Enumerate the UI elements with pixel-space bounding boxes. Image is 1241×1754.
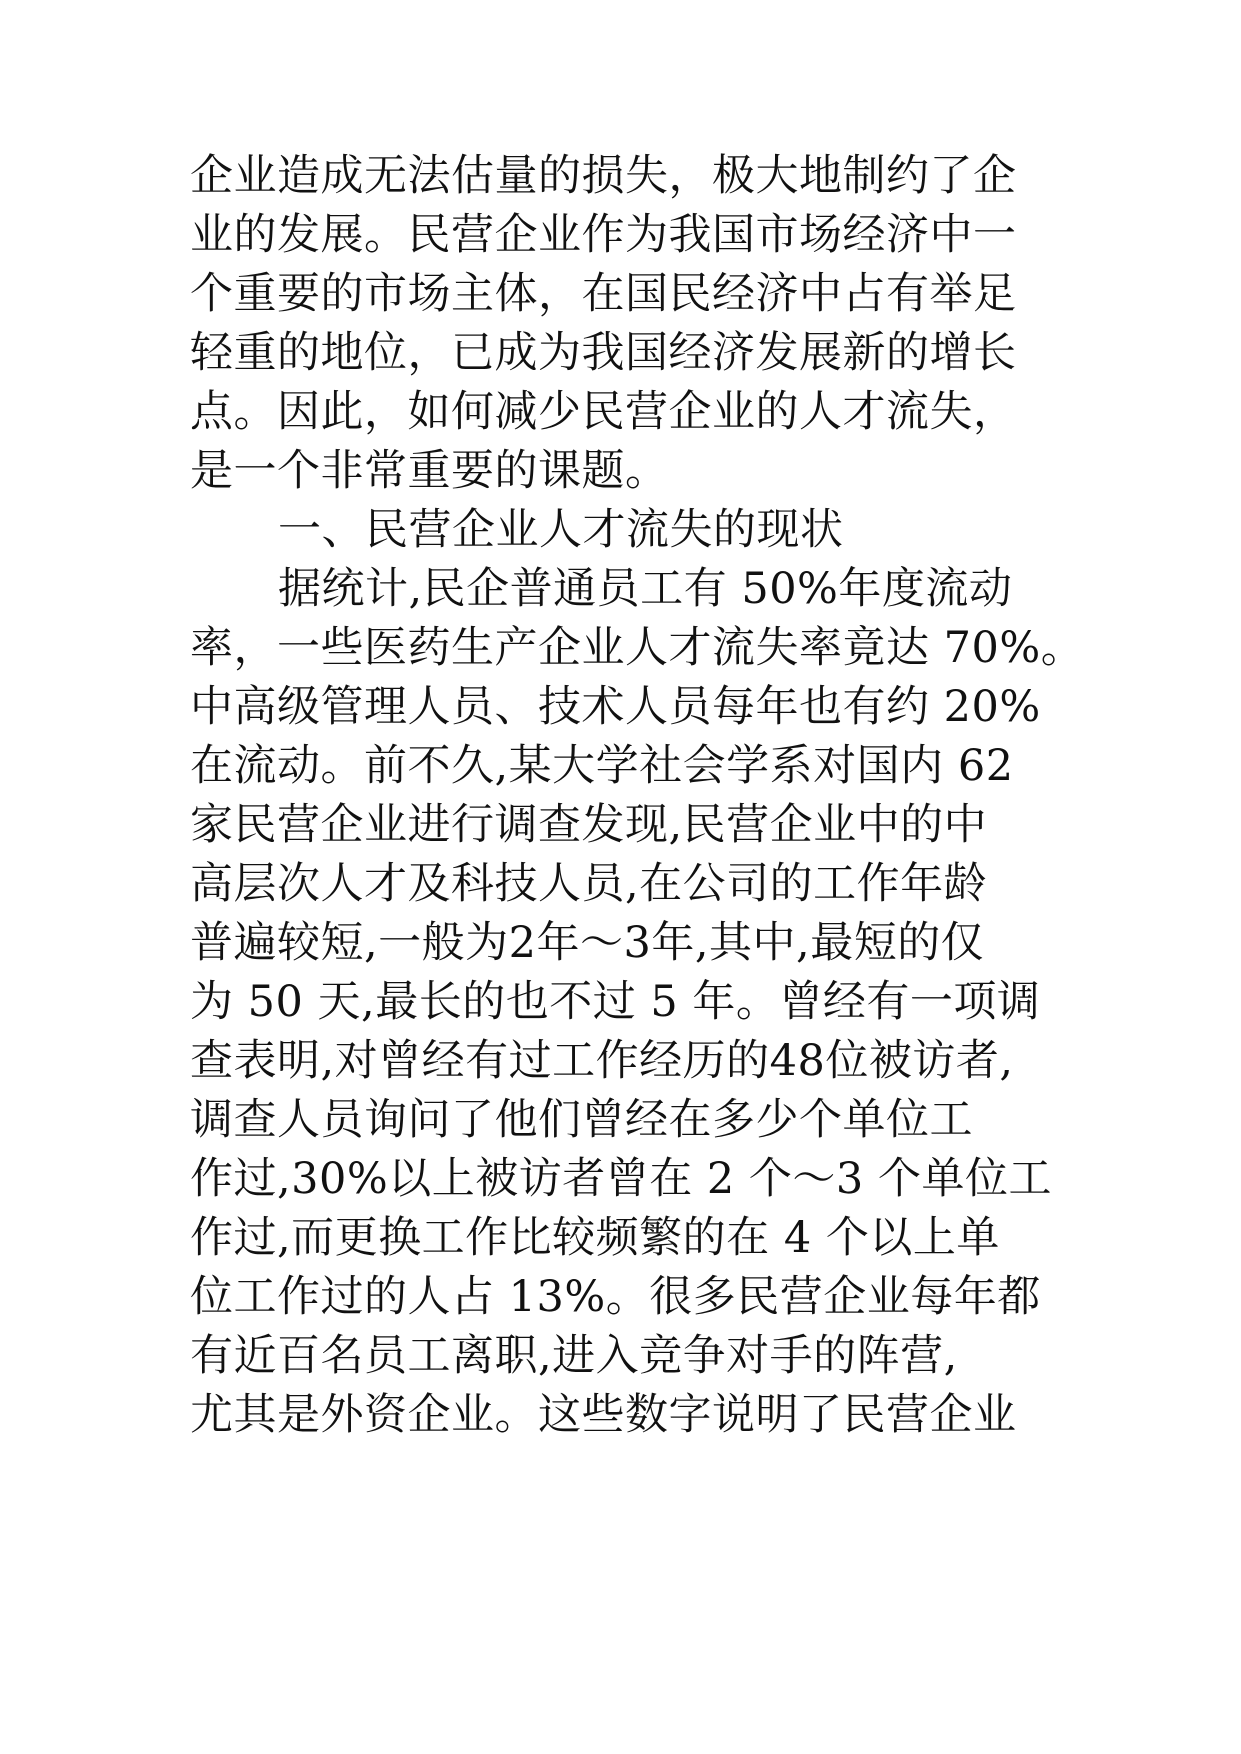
text-line: 作过,30%以上被访者曾在 2 个～3 个单位工 (190, 1154, 1052, 1204)
text-line: 高层次人才及科技人员,在公司的工作年龄 (190, 859, 988, 909)
text-line: 个重要的市场主体，在国民经济中占有举足 (190, 269, 1017, 319)
text-line: 查表明,对曾经有过工作经历的48位被访者, (190, 1036, 1014, 1086)
text-line: 轻重的地位，已成为我国经济发展新的增长 (190, 328, 1017, 378)
text-line: 家民营企业进行调查发现,民营企业中的中 (190, 800, 988, 850)
text-line: 是一个非常重要的课题。 (190, 446, 669, 496)
paragraph-start-line: 据统计,民企普通员工有 50%年度流动 (278, 564, 1013, 614)
text-line: 业的发展。民营企业作为我国市场经济中一 (190, 210, 1017, 260)
text-line: 在流动。前不久,某大学社会学系对国内 62 (190, 741, 1014, 791)
text-line: 点。因此，如何减少民营企业的人才流失， (190, 387, 1017, 437)
text-line: 位工作过的人占 13%。很多民营企业每年都 (190, 1272, 1041, 1322)
text-line: 尤其是外资企业。这些数字说明了民营企业 (190, 1390, 1017, 1440)
body-text (190, 147, 1085, 1445)
text-line: 有近百名员工离职,进入竞争对手的阵营, (190, 1331, 958, 1381)
text-line: 率，一些医药生产企业人才流失率竟达 70%。 (190, 623, 1085, 673)
text-line: 为 50 天,最长的也不过 5 年。曾经有一项调 (190, 977, 1041, 1027)
text-line: 企业造成无法估量的损失，极大地制约了企 (190, 151, 1017, 201)
text-line: 调查人员询问了他们曾经在多少个单位工 (190, 1095, 973, 1145)
text-line: 普遍较短,一般为2年～3年,其中,最短的仅 (190, 918, 985, 968)
section-heading: 一、民营企业人才流失的现状 (278, 505, 844, 555)
text-line: 作过,而更换工作比较频繁的在 4 个以上单 (190, 1213, 1000, 1263)
text-line: 中高级管理人员、技术人员每年也有约 20% (190, 682, 1041, 732)
